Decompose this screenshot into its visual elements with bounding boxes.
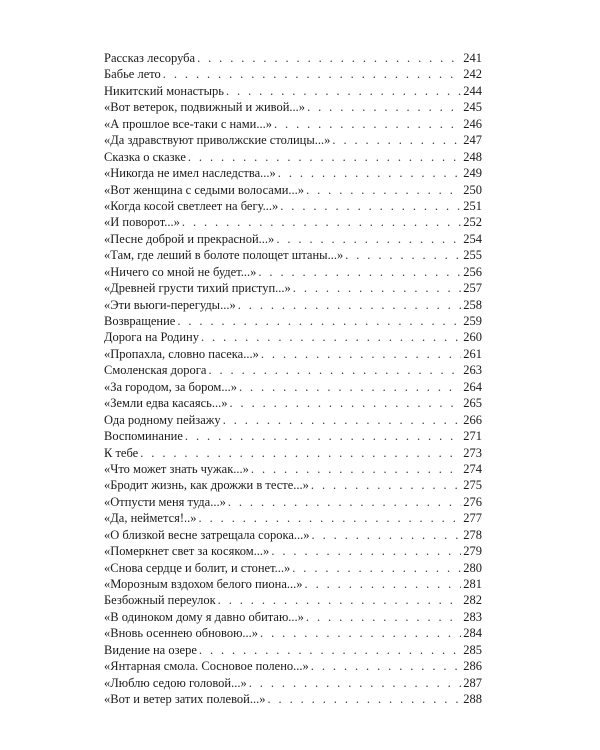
- dot-leader: [249, 675, 462, 691]
- toc-entry-page-number: 248: [463, 149, 482, 164]
- dot-leader: [185, 428, 461, 444]
- toc-entry-title: «Вот ветерок, подвижный и живой...»: [104, 100, 306, 115]
- toc-entry-page-number: 258: [463, 297, 482, 312]
- toc-entry: [104, 412, 482, 428]
- toc-entry: [104, 675, 482, 691]
- dot-leader: [140, 445, 461, 461]
- dot-leader: [345, 247, 461, 263]
- toc-entry-title: Никитский монастырь: [104, 83, 224, 98]
- toc-entry: [104, 576, 482, 592]
- toc-entry-page-number: 261: [463, 346, 482, 361]
- toc-entry-title: «Земли едва касаясь...»: [104, 396, 228, 411]
- toc-entry-title: «Когда косой светлеет на бегу...»: [104, 198, 279, 213]
- toc-entry: [104, 560, 482, 576]
- dot-leader: [306, 182, 461, 198]
- toc-entry-page-number: 247: [463, 133, 482, 148]
- toc-entry-page-number: 282: [463, 593, 482, 608]
- toc-entry: [104, 346, 482, 362]
- dot-leader: [261, 346, 461, 362]
- dot-leader: [226, 83, 461, 99]
- dot-leader: [311, 477, 461, 493]
- dot-leader: [201, 329, 461, 345]
- dot-leader: [251, 461, 461, 477]
- toc-entry-title: «Никогда не имел наследства...»: [104, 166, 276, 181]
- toc-entry-title: «Что может знать чужак...»: [104, 461, 249, 476]
- dot-leader: [258, 264, 461, 280]
- toc-entry-title: «Да здравствуют приволжские столицы...»: [104, 133, 331, 148]
- toc-entry-page-number: 281: [463, 577, 482, 591]
- dot-leader: [223, 412, 462, 428]
- toc-entry: [104, 642, 482, 658]
- dot-leader: [163, 66, 461, 82]
- toc-entry: [104, 362, 482, 378]
- dot-leader: [311, 658, 461, 674]
- toc-entry: [104, 66, 482, 82]
- toc-entry-title: К тебе: [104, 445, 139, 460]
- toc-entry-page-number: 244: [463, 83, 482, 98]
- toc-entry-title: «Бродит жизнь, как дрожжи в тесте...»: [104, 478, 309, 493]
- dot-leader: [305, 576, 462, 592]
- dot-leader: [312, 527, 462, 543]
- toc-entry-page-number: 287: [463, 675, 482, 690]
- toc-entry-title: «О близкой весне затрещала сорока...»: [104, 527, 310, 542]
- toc-entry-page-number: 271: [463, 429, 482, 444]
- toc-entry: [104, 477, 482, 493]
- toc-entry-page-number: 249: [463, 166, 482, 181]
- dot-leader: [271, 543, 461, 559]
- toc-entry-title: «Отпусти меня туда...»: [104, 494, 226, 509]
- dot-leader: [274, 116, 461, 132]
- dot-leader: [218, 592, 462, 608]
- toc-entry: [104, 494, 482, 510]
- toc-entry-title: Смоленская дорога: [104, 363, 207, 378]
- dot-leader: [332, 132, 461, 148]
- dot-leader: [238, 297, 462, 313]
- dot-leader: [197, 50, 461, 66]
- toc-entry-page-number: 251: [463, 198, 482, 213]
- toc-entry-title: Бабье лето: [104, 67, 161, 82]
- dot-leader: [267, 691, 461, 707]
- toc-entry-title: «Древней грусти тихий приступ...»: [104, 281, 291, 296]
- toc-entry: [104, 625, 482, 641]
- toc-entry-page-number: 264: [463, 379, 482, 394]
- dot-leader: [182, 214, 461, 230]
- toc-entry: [104, 609, 482, 625]
- toc-entry-page-number: 273: [463, 445, 482, 460]
- dot-leader: [260, 625, 461, 641]
- toc-entry: [104, 527, 482, 543]
- dot-leader: [276, 231, 461, 247]
- toc-entry-page-number: 260: [463, 330, 482, 345]
- toc-entry-title: «Люблю седою головой...»: [104, 675, 247, 690]
- toc-entry: [104, 50, 482, 66]
- dot-leader: [239, 379, 461, 395]
- toc-entry-title: «Песне доброй и прекрасной...»: [104, 231, 275, 246]
- toc-entry-page-number: 241: [463, 51, 482, 65]
- toc-entry-title: «Морозным вздохом белого пиона...»: [104, 577, 303, 591]
- toc-entry: [104, 379, 482, 395]
- toc-entry: [104, 149, 482, 165]
- dot-leader: [208, 362, 461, 378]
- dot-leader: [177, 313, 461, 329]
- toc-entry-page-number: 256: [463, 264, 482, 279]
- toc-entry-page-number: 284: [463, 626, 482, 641]
- dot-leader: [229, 395, 461, 411]
- toc-entry-page-number: 274: [463, 461, 482, 476]
- toc-entry: [104, 198, 482, 214]
- toc-entry: [104, 132, 482, 148]
- toc-entry: [104, 510, 482, 526]
- toc-entry-page-number: 265: [463, 396, 482, 411]
- toc-entry: [104, 445, 482, 461]
- toc-entry: [104, 182, 482, 198]
- dot-leader: [306, 609, 461, 625]
- dot-leader: [188, 149, 461, 165]
- toc-entry-page-number: 280: [463, 560, 482, 575]
- toc-entry: [104, 297, 482, 313]
- toc-entry: [104, 461, 482, 477]
- toc-entry-page-number: 252: [463, 215, 482, 230]
- toc-entry-title: «И поворот...»: [104, 215, 180, 230]
- dot-leader: [278, 165, 461, 181]
- toc-entry-title: «В одиноком дому я давно обитаю...»: [104, 609, 304, 624]
- toc-entry: [104, 658, 482, 674]
- toc-entry: [104, 428, 482, 444]
- toc-entry-title: «Ничего со мной не будет...»: [104, 264, 257, 279]
- toc-entry-title: Ода родному пейзажу: [104, 412, 221, 427]
- toc-entry: [104, 264, 482, 280]
- toc-entry: [104, 592, 482, 608]
- toc-entry-page-number: 266: [463, 412, 482, 427]
- toc-entry-title: «Эти вьюги-перегуды...»: [104, 297, 236, 312]
- dot-leader: [307, 99, 461, 115]
- dot-leader: [293, 280, 461, 296]
- toc-entry: [104, 395, 482, 411]
- toc-entry-page-number: 285: [463, 642, 482, 657]
- toc-entry-page-number: 257: [463, 281, 482, 296]
- table-of-contents: [104, 50, 482, 708]
- toc-entry-page-number: 277: [463, 511, 482, 526]
- toc-entry: [104, 247, 482, 263]
- toc-entry-title: Дорога на Родину: [104, 330, 199, 345]
- toc-entry-page-number: 245: [463, 100, 482, 115]
- toc-entry: [104, 83, 482, 99]
- toc-entry: [104, 280, 482, 296]
- toc-entry: [104, 313, 482, 329]
- toc-entry-page-number: 288: [463, 692, 482, 707]
- toc-entry-title: «Померкнет свет за косяком...»: [104, 544, 270, 559]
- toc-entry-page-number: 279: [463, 544, 482, 559]
- toc-entry-page-number: 263: [463, 363, 482, 378]
- toc-entry-title: «Снова сердце и болит, и стонет...»: [104, 560, 291, 575]
- toc-entry-title: «Вновь осеннею обновою...»: [104, 626, 259, 641]
- toc-entry-title: «Пропахла, словно пасека...»: [104, 346, 259, 361]
- toc-entry-page-number: 246: [463, 116, 482, 131]
- dot-leader: [228, 494, 461, 510]
- toc-entry-page-number: 275: [463, 478, 482, 493]
- dot-leader: [292, 560, 461, 576]
- toc-entry: [104, 165, 482, 181]
- toc-entry: [104, 691, 482, 707]
- toc-entry: [104, 231, 482, 247]
- dot-leader: [199, 510, 462, 526]
- toc-entry-title: Возвращение: [104, 314, 176, 328]
- toc-entry-title: «За городом, за бором...»: [104, 379, 237, 394]
- toc-entry-page-number: 278: [463, 527, 482, 542]
- toc-entry: [104, 329, 482, 345]
- toc-entry-title: «Янтарная смола. Сосновое полено...»: [104, 659, 309, 674]
- dot-leader: [280, 198, 461, 214]
- toc-entry: [104, 214, 482, 230]
- toc-entry-title: Безбожный переулок: [104, 593, 216, 608]
- toc-entry: [104, 99, 482, 115]
- toc-entry-title: «Там, где леший в болоте полощет штаны...»: [104, 248, 344, 263]
- toc-entry-page-number: 286: [463, 659, 482, 674]
- toc-entry-page-number: 255: [463, 248, 482, 263]
- toc-entry-title: Рассказ лесоруба: [104, 51, 196, 65]
- toc-entry-title: «Вот и ветер затих полевой...»: [104, 692, 266, 707]
- toc-entry-title: «А прошлое все-таки с нами...»: [104, 116, 272, 131]
- toc-entry-title: «Да, неймется!..»: [104, 511, 197, 526]
- toc-entry-page-number: 259: [463, 314, 482, 328]
- toc-entry: [104, 116, 482, 132]
- toc-entry-page-number: 242: [463, 67, 482, 82]
- dot-leader: [199, 642, 461, 658]
- toc-entry-title: «Вот женщина с седыми волосами...»: [104, 182, 305, 197]
- toc-entry-page-number: 283: [463, 609, 482, 624]
- toc-entry-page-number: 276: [463, 494, 482, 509]
- toc-entry-page-number: 250: [463, 182, 482, 197]
- toc-entry-title: Воспоминание: [104, 429, 183, 444]
- toc-entry-title: Сказка о сказке: [104, 149, 186, 164]
- toc-entry-page-number: 254: [463, 231, 482, 246]
- toc-entry-title: Видение на озере: [104, 642, 197, 657]
- toc-entry: [104, 543, 482, 559]
